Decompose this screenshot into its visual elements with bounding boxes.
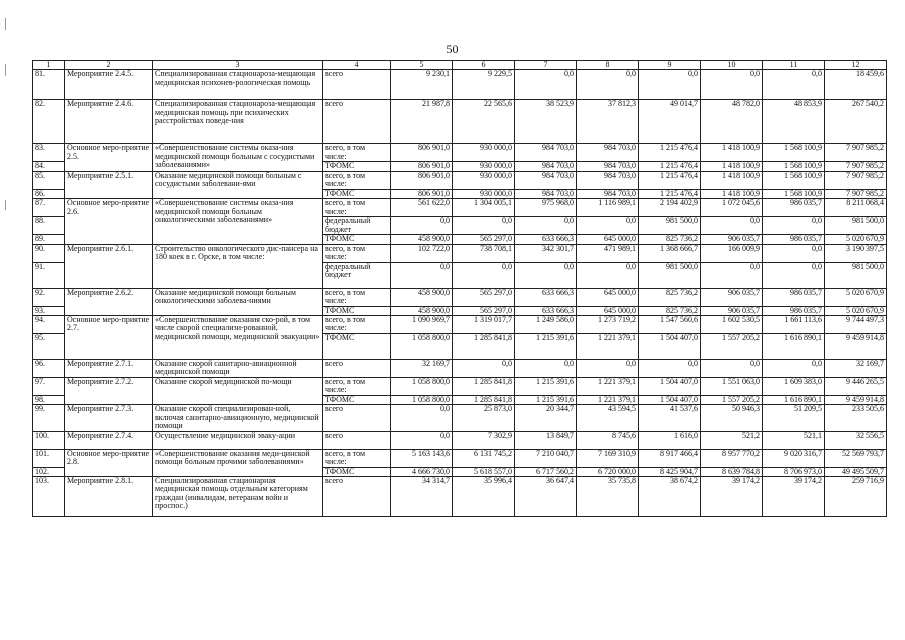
description-cell: Оказание медицинской помощи больным онкологическими заболева-ниями (153, 288, 323, 315)
amount-cell: 7 907 985,2 (825, 189, 887, 198)
amount-cell: 825 736,2 (639, 288, 701, 306)
source-cell: всего, в том числе: (323, 316, 391, 334)
source-cell: всего (323, 360, 391, 378)
amount-cell: 7 302,9 (453, 431, 515, 449)
amount-cell: 1 568 100,9 (763, 171, 825, 189)
amount-cell: 1 058 800,0 (391, 396, 453, 405)
description-cell: «Совершенствование системы оказа-ния медицинской помощи больным онкологическими заболеваниями» (153, 199, 323, 244)
header-cell: 5 (391, 61, 453, 70)
header-cell: 1 (33, 61, 65, 70)
table-row (33, 144, 887, 162)
amount-cell: 1 273 719,2 (577, 316, 639, 334)
amount-cell: 0,0 (515, 262, 577, 288)
amount-cell: 36 647,4 (515, 477, 577, 517)
amount-cell: 561 622,0 (391, 199, 453, 217)
measure-cell: Основное меро-приятие 2.8. (65, 449, 153, 476)
amount-cell: 7 907 985,2 (825, 162, 887, 171)
amount-cell: 1 215 391,6 (515, 334, 577, 360)
amount-cell: 0,0 (763, 70, 825, 100)
amount-cell: 806 901,0 (391, 162, 453, 171)
amount-cell: 6 720 000,0 (577, 467, 639, 476)
amount-cell: 38 674,2 (639, 477, 701, 517)
amount-cell: 1 418 100,9 (701, 189, 763, 198)
source-cell: ТФОМС (323, 162, 391, 171)
amount-cell: 342 301,7 (515, 244, 577, 262)
page-number: 50 (446, 42, 459, 56)
amount-cell: 984 703,0 (515, 144, 577, 162)
amount-cell: 984 703,0 (577, 162, 639, 171)
header-cell: 4 (323, 61, 391, 70)
description-cell: Оказание скорой медицинской по-мощи (153, 378, 323, 405)
amount-cell: 986 035,7 (763, 235, 825, 244)
amount-cell: 984 703,0 (577, 189, 639, 198)
amount-cell: 984 703,0 (515, 162, 577, 171)
amount-cell: 806 901,0 (391, 189, 453, 198)
row-number-cell: 93. (33, 306, 65, 315)
amount-cell: 8 639 784,8 (701, 467, 763, 476)
amount-cell: 5 618 557,0 (453, 467, 515, 476)
description-cell: Оказание скорой специализирован-ной, включая санитарно-авиационную, медицинской помощи (153, 405, 323, 431)
source-cell: всего, в том числе: (323, 144, 391, 162)
amount-cell: 267 540,2 (825, 100, 887, 144)
amount-cell: 51 209,5 (763, 405, 825, 431)
description-cell: «Совершенствование системы оказа-ния медицинской помощи больным с сосудистыми заболеваниями» (153, 144, 323, 171)
amount-cell: 633 666,3 (515, 235, 577, 244)
amount-cell: 1 285 841,8 (453, 396, 515, 405)
amount-cell: 984 703,0 (577, 171, 639, 189)
table-row (33, 70, 887, 100)
amount-cell: 6 717 560,2 (515, 467, 577, 476)
amount-cell: 1 221 379,1 (577, 396, 639, 405)
row-number-cell: 84. (33, 162, 65, 171)
header-cell: 8 (577, 61, 639, 70)
amount-cell: 0,0 (515, 360, 577, 378)
amount-cell: 7 210 040,7 (515, 449, 577, 467)
source-cell: всего, в том числе: (323, 449, 391, 467)
description-cell: Специализированная стационароза-мещающая медицинская психонев-рологическая помощь (153, 70, 323, 100)
amount-cell: 0,0 (701, 70, 763, 100)
description-cell: Осуществление медицинской эваку-ации (153, 431, 323, 449)
amount-cell: 50 946,3 (701, 405, 763, 431)
table-row (33, 288, 887, 306)
amount-cell: 9 020 316,7 (763, 449, 825, 467)
amount-cell: 7 169 310,9 (577, 449, 639, 467)
amount-cell: 21 987,8 (391, 100, 453, 144)
amount-cell: 0,0 (639, 70, 701, 100)
amount-cell: 1 285 841,8 (453, 334, 515, 360)
amount-cell: 6 131 745,2 (453, 449, 515, 467)
amount-cell: 9 446 265,5 (825, 378, 887, 396)
amount-cell: 986 035,7 (763, 306, 825, 315)
measure-cell: Мероприятие 2.4.6. (65, 100, 153, 144)
amount-cell: 0,0 (763, 360, 825, 378)
amount-cell: 8 211 068,4 (825, 199, 887, 217)
measure-cell: Мероприятие 2.7.2. (65, 378, 153, 405)
amount-cell: 0,0 (391, 262, 453, 288)
amount-cell: 1 568 100,9 (763, 144, 825, 162)
row-number-cell: 88. (33, 217, 65, 235)
amount-cell: 1 116 989,1 (577, 199, 639, 217)
amount-cell: 458 900,0 (391, 288, 453, 306)
row-number-cell: 90. (33, 244, 65, 262)
amount-cell: 984 703,0 (515, 189, 577, 198)
row-number-cell: 83. (33, 144, 65, 162)
amount-cell: 49 014,7 (639, 100, 701, 144)
amount-cell: 32 169,7 (825, 360, 887, 378)
amount-cell: 930 000,0 (453, 162, 515, 171)
amount-cell: 981 500,0 (639, 262, 701, 288)
amount-cell: 0,0 (701, 360, 763, 378)
amount-cell: 981 500,0 (639, 217, 701, 235)
amount-cell: 35 996,4 (453, 477, 515, 517)
source-cell: ТФОМС (323, 334, 391, 360)
row-number-cell: 89. (33, 235, 65, 244)
row-number-cell: 86. (33, 189, 65, 198)
amount-cell: 259 716,9 (825, 477, 887, 517)
amount-cell: 825 736,2 (639, 235, 701, 244)
amount-cell: 7 907 985,2 (825, 171, 887, 189)
amount-cell: 645 000,0 (577, 306, 639, 315)
amount-cell: 0,0 (577, 262, 639, 288)
amount-cell: 9 459 914,8 (825, 396, 887, 405)
description-cell: «Совершенствование оказания ско-рой, в том числе скорой специализи-рованной, медицинской помощи, медицинской эвакуации» (153, 316, 323, 360)
amount-cell: 1 368 666,7 (639, 244, 701, 262)
source-cell: федеральный бюджет (323, 217, 391, 235)
amount-cell: 1 304 005,1 (453, 199, 515, 217)
amount-cell: 1 319 017,7 (453, 316, 515, 334)
amount-cell: 8 745,6 (577, 431, 639, 449)
measure-cell: Мероприятие 2.7.1. (65, 360, 153, 378)
header-cell: 9 (639, 61, 701, 70)
amount-cell: 906 035,7 (701, 235, 763, 244)
amount-cell: 0,0 (391, 405, 453, 431)
amount-cell: 0,0 (763, 262, 825, 288)
row-number-cell: 85. (33, 171, 65, 189)
amount-cell: 738 708,1 (453, 244, 515, 262)
amount-cell: 1 058 800,0 (391, 334, 453, 360)
amount-cell: 930 000,0 (453, 171, 515, 189)
amount-cell: 102 722,0 (391, 244, 453, 262)
amount-cell: 0,0 (577, 360, 639, 378)
source-cell: всего, в том числе: (323, 288, 391, 306)
amount-cell: 1 616,0 (639, 431, 701, 449)
row-number-cell: 92. (33, 288, 65, 306)
source-cell: всего, в том числе: (323, 171, 391, 189)
description-cell: Специализированная стационароза-мещающая медицинская помощь при психических расстройствах поведе-ния (153, 100, 323, 144)
amount-cell: 49 495 509,7 (825, 467, 887, 476)
row-number-cell: 94. (33, 316, 65, 334)
amount-cell: 1 609 383,0 (763, 378, 825, 396)
measure-cell: Мероприятие 2.6.2. (65, 288, 153, 315)
row-number-cell: 102. (33, 467, 65, 476)
amount-cell: 1 285 841,8 (453, 378, 515, 396)
table-row (33, 244, 887, 262)
measure-cell: Мероприятие 2.7.4. (65, 431, 153, 449)
amount-cell: 986 035,7 (763, 199, 825, 217)
amount-cell: 0,0 (453, 262, 515, 288)
measure-cell: Мероприятие 2.7.3. (65, 405, 153, 431)
amount-cell: 1 616 890,1 (763, 334, 825, 360)
amount-cell: 633 666,3 (515, 306, 577, 315)
amount-cell: 5 020 670,9 (825, 235, 887, 244)
source-cell: ТФОМС (323, 396, 391, 405)
table-body (33, 70, 887, 517)
source-cell: всего (323, 477, 391, 517)
amount-cell: 0,0 (639, 360, 701, 378)
amount-cell: 1 215 476,4 (639, 144, 701, 162)
amount-cell: 8 706 973,0 (763, 467, 825, 476)
amount-cell: 166 009,9 (701, 244, 763, 262)
amount-cell: 5 020 670,9 (825, 306, 887, 315)
amount-cell: 3 190 397,5 (825, 244, 887, 262)
row-number-cell: 98. (33, 396, 65, 405)
amount-cell: 645 000,0 (577, 235, 639, 244)
amount-cell: 1 418 100,9 (701, 144, 763, 162)
amount-cell: 1 215 391,6 (515, 396, 577, 405)
amount-cell: 7 907 985,2 (825, 144, 887, 162)
row-number-cell: 87. (33, 199, 65, 217)
header-cell: 6 (453, 61, 515, 70)
amount-cell: 1 504 407,0 (639, 378, 701, 396)
table-row (33, 316, 887, 334)
source-cell: всего (323, 405, 391, 431)
measure-cell: Мероприятие 2.6.1. (65, 244, 153, 288)
row-number-cell: 82. (33, 100, 65, 144)
amount-cell: 1 072 045,6 (701, 199, 763, 217)
header-cell: 2 (65, 61, 153, 70)
amount-cell: 633 666,3 (515, 288, 577, 306)
amount-cell: 1 221 379,1 (577, 334, 639, 360)
amount-cell: 1 504 407,0 (639, 334, 701, 360)
amount-cell: 1 568 100,9 (763, 189, 825, 198)
table-row (33, 378, 887, 396)
amount-cell: 1 661 113,6 (763, 316, 825, 334)
amount-cell: 1 215 476,4 (639, 162, 701, 171)
amount-cell: 1 418 100,9 (701, 171, 763, 189)
amount-cell: 1 249 586,0 (515, 316, 577, 334)
row-number-cell: 95. (33, 334, 65, 360)
amount-cell: 806 901,0 (391, 144, 453, 162)
amount-cell: 645 000,0 (577, 288, 639, 306)
source-cell: всего (323, 100, 391, 144)
row-number-cell: 91. (33, 262, 65, 288)
amount-cell: 2 194 402,9 (639, 199, 701, 217)
description-cell: Строительство онкологического дис-пансера на 180 коек в г. Орске, в том числе: (153, 244, 323, 288)
amount-cell: 0,0 (701, 262, 763, 288)
amount-cell: 1 215 476,4 (639, 171, 701, 189)
amount-cell: 986 035,7 (763, 288, 825, 306)
amount-cell: 906 035,7 (701, 306, 763, 315)
amount-cell: 43 594,5 (577, 405, 639, 431)
table-row (33, 171, 887, 189)
amount-cell: 521,1 (763, 431, 825, 449)
description-cell: Оказание медицинской помощи больным с сосудистыми заболевани-ями (153, 171, 323, 198)
amount-cell: 0,0 (577, 217, 639, 235)
amount-cell: 1 418 100,9 (701, 162, 763, 171)
measure-cell: Мероприятие 2.4.5. (65, 70, 153, 100)
amount-cell: 0,0 (391, 217, 453, 235)
budget-table (32, 60, 887, 517)
measure-cell: Основное меро-приятие 2.5. (65, 144, 153, 171)
table-row (33, 449, 887, 467)
header-cell: 12 (825, 61, 887, 70)
amount-cell: 9 744 497,3 (825, 316, 887, 334)
row-number-cell: 81. (33, 70, 65, 100)
amount-cell: 458 900,0 (391, 306, 453, 315)
amount-cell: 565 297,0 (453, 306, 515, 315)
amount-cell: 0,0 (453, 360, 515, 378)
description-cell: Оказание скорой санитарно-авиационной медицинской помощи (153, 360, 323, 378)
amount-cell: 5 020 670,9 (825, 288, 887, 306)
amount-cell: 32 169,7 (391, 360, 453, 378)
table-row (33, 431, 887, 449)
measure-cell: Мероприятие 2.8.1. (65, 477, 153, 517)
amount-cell: 8 957 770,2 (701, 449, 763, 467)
amount-cell: 34 314,7 (391, 477, 453, 517)
table-row (33, 477, 887, 517)
amount-cell: 38 523,9 (515, 100, 577, 144)
amount-cell: 825 736,2 (639, 306, 701, 315)
amount-cell: 0,0 (391, 431, 453, 449)
row-number-cell: 96. (33, 360, 65, 378)
source-cell: всего, в том числе: (323, 199, 391, 217)
amount-cell: 18 459,6 (825, 70, 887, 100)
amount-cell: 1 616 890,1 (763, 396, 825, 405)
amount-cell: 41 537,6 (639, 405, 701, 431)
amount-cell: 37 812,3 (577, 100, 639, 144)
amount-cell: 1 221 379,1 (577, 378, 639, 396)
amount-cell: 25 873,0 (453, 405, 515, 431)
amount-cell: 1 504 407,0 (639, 396, 701, 405)
table-row (33, 100, 887, 144)
amount-cell: 0,0 (515, 217, 577, 235)
row-number-cell: 99. (33, 405, 65, 431)
amount-cell: 1 557 205,2 (701, 396, 763, 405)
amount-cell: 565 297,0 (453, 288, 515, 306)
amount-cell: 8 425 904,7 (639, 467, 701, 476)
header-cell: 10 (701, 61, 763, 70)
amount-cell: 52 569 793,7 (825, 449, 887, 467)
description-cell: Специализированная стационарная медицинская помощь отдельным категориям граждан (инвалидам, ветеранам войн и проспос.) (153, 477, 323, 517)
source-cell: всего, в том числе: (323, 244, 391, 262)
amount-cell: 9 229,5 (453, 70, 515, 100)
row-number-cell: 97. (33, 378, 65, 396)
header-cell: 7 (515, 61, 577, 70)
description-cell: «Совершенствование оказания меди-цинской помощи больным прочими заболеваниями» (153, 449, 323, 476)
amount-cell: 458 900,0 (391, 235, 453, 244)
measure-cell: Основное меро-приятие 2.6. (65, 199, 153, 244)
table-row (33, 199, 887, 217)
amount-cell: 930 000,0 (453, 189, 515, 198)
margin-marks (2, 0, 10, 640)
table-row (33, 405, 887, 431)
amount-cell: 20 344,7 (515, 405, 577, 431)
amount-cell: 906 035,7 (701, 288, 763, 306)
source-cell: всего (323, 70, 391, 100)
amount-cell: 22 565,6 (453, 100, 515, 144)
amount-cell: 981 500,0 (825, 262, 887, 288)
amount-cell: 4 666 730,0 (391, 467, 453, 476)
header-cell: 11 (763, 61, 825, 70)
row-number-cell: 101. (33, 449, 65, 467)
amount-cell: 1 215 391,6 (515, 378, 577, 396)
amount-cell: 13 849,7 (515, 431, 577, 449)
amount-cell: 984 703,0 (515, 171, 577, 189)
measure-cell: Основное меро-приятие 2.7. (65, 316, 153, 360)
amount-cell: 930 000,0 (453, 144, 515, 162)
amount-cell: 32 556,5 (825, 431, 887, 449)
source-cell: ТФОМС (323, 467, 391, 476)
source-cell: всего, в том числе: (323, 378, 391, 396)
amount-cell: 471 989,1 (577, 244, 639, 262)
measure-cell: Мероприятие 2.5.1. (65, 171, 153, 198)
table-row (33, 360, 887, 378)
header-cell: 3 (153, 61, 323, 70)
row-number-cell: 103. (33, 477, 65, 517)
amount-cell: 565 297,0 (453, 235, 515, 244)
source-cell: федеральный бюджет (323, 262, 391, 288)
amount-cell: 35 735,8 (577, 477, 639, 517)
amount-cell: 1 090 969,7 (391, 316, 453, 334)
amount-cell: 0,0 (515, 70, 577, 100)
amount-cell: 8 917 466,4 (639, 449, 701, 467)
amount-cell: 0,0 (763, 217, 825, 235)
source-cell: ТФОМС (323, 306, 391, 315)
amount-cell: 0,0 (763, 244, 825, 262)
amount-cell: 9 459 914,8 (825, 334, 887, 360)
amount-cell: 5 163 143,6 (391, 449, 453, 467)
amount-cell: 0,0 (701, 217, 763, 235)
source-cell: ТФОМС (323, 189, 391, 198)
header-row (33, 61, 887, 70)
row-number-cell: 100. (33, 431, 65, 449)
amount-cell: 0,0 (577, 70, 639, 100)
source-cell: всего (323, 431, 391, 449)
source-cell: ТФОМС (323, 235, 391, 244)
amount-cell: 1 602 530,5 (701, 316, 763, 334)
amount-cell: 233 505,6 (825, 405, 887, 431)
amount-cell: 981 500,0 (825, 217, 887, 235)
amount-cell: 48 853,9 (763, 100, 825, 144)
amount-cell: 521,2 (701, 431, 763, 449)
amount-cell: 1 568 100,9 (763, 162, 825, 171)
amount-cell: 9 230,1 (391, 70, 453, 100)
amount-cell: 1 547 560,6 (639, 316, 701, 334)
amount-cell: 975 968,0 (515, 199, 577, 217)
amount-cell: 1 557 205,2 (701, 334, 763, 360)
amount-cell: 984 703,0 (577, 144, 639, 162)
amount-cell: 1 551 063,0 (701, 378, 763, 396)
amount-cell: 39 174,2 (701, 477, 763, 517)
amount-cell: 1 058 800,0 (391, 378, 453, 396)
amount-cell: 48 782,0 (701, 100, 763, 144)
amount-cell: 1 215 476,4 (639, 189, 701, 198)
amount-cell: 39 174,2 (763, 477, 825, 517)
amount-cell: 806 901,0 (391, 171, 453, 189)
amount-cell: 0,0 (453, 217, 515, 235)
